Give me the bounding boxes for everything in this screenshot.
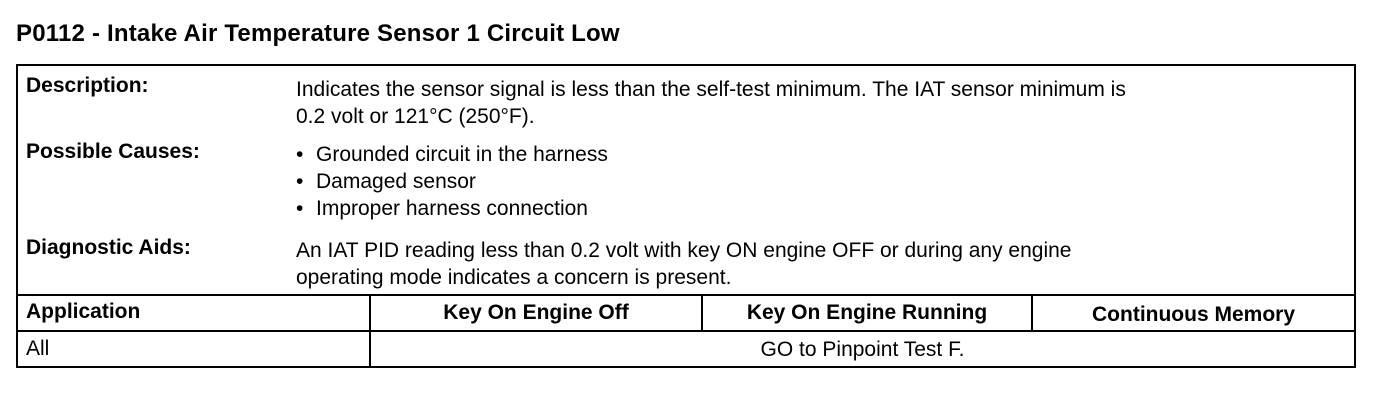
cause-item: • Grounded circuit in the harness: [296, 141, 608, 168]
diagnostic-aids-label: Diagnostic Aids:: [26, 236, 191, 259]
header-application: Application: [26, 300, 141, 323]
application-table: [18, 294, 1354, 368]
table-cell-application: All: [26, 337, 50, 360]
diagnostic-aids-line: operating mode indicates a concern is present.: [296, 266, 732, 289]
header-continuous-memory: Continuous Memory: [1092, 303, 1295, 326]
description-line: 0.2 volt or 121°C (250°F).: [296, 105, 535, 128]
table-row-rule: [18, 330, 1354, 332]
table-cell-action: GO to Pinpoint Test F.: [760, 338, 965, 361]
page-title: P0112 - Intake Air Temperature Sensor 1 Circuit Low: [16, 20, 620, 47]
table-top-rule: [18, 294, 1354, 296]
description-text: [296, 76, 1126, 130]
dtc-info-box: [16, 64, 1356, 368]
possible-causes-label: Possible Causes:: [26, 140, 200, 163]
description-line: Indicates the sensor signal is less than the self-test minimum. The IAT sensor minimum is: [296, 78, 1126, 101]
possible-causes-list: [296, 141, 608, 222]
cause-item: • Improper harness connection: [296, 195, 608, 222]
header-key-on-engine-off: Key On Engine Off: [443, 301, 629, 324]
diagnostic-aids-line: An IAT PID reading less than 0.2 volt with key ON engine OFF or during any engine: [296, 239, 1072, 262]
description-label: Description:: [26, 74, 149, 97]
header-key-on-engine-running: Key On Engine Running: [746, 301, 988, 324]
cause-item: • Damaged sensor: [296, 168, 608, 195]
diagnostic-aids-text: [296, 237, 1071, 291]
